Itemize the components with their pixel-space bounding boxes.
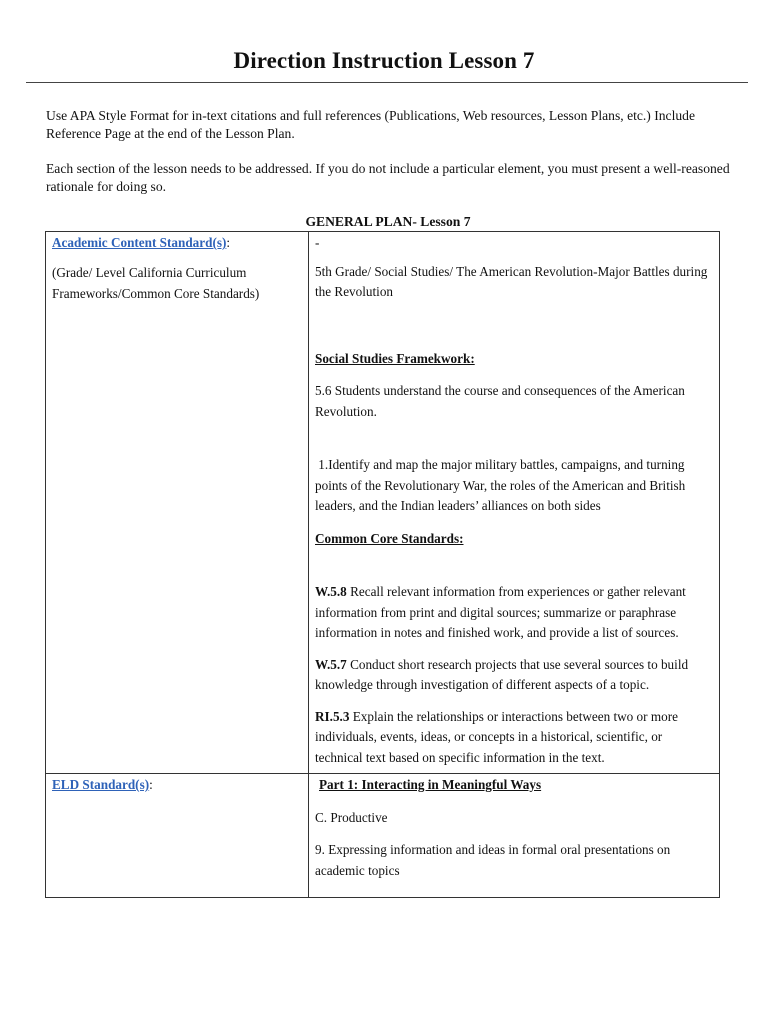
label-colon: : [149, 777, 153, 792]
academic-standards-label-cell [46, 232, 309, 774]
dash-placeholder: - [315, 235, 320, 250]
w-5-7-code: W.5.7 [315, 656, 347, 672]
label-colon: : [226, 235, 231, 250]
w-5-8-code: W.5.8 [315, 584, 347, 599]
grade-subject-line: 5th Grade/ Social Studies/ The American Revolution-Major Battles during the Revolution [315, 263, 708, 299]
part-1-heading: Part 1: Interacting in Meaningful Ways [319, 777, 542, 792]
productive-label: C. Productive [315, 809, 388, 825]
intro-paragraph-sections: Each section of the lesson needs to be addressed. If you do not include a particular element, you must present a well-reasoned rationale for doing so. [46, 161, 730, 194]
standard-w-5-7 [315, 655, 713, 696]
w-5-7-text: Conduct short research projects that use several sources to build knowledge through investigation of different aspects of a topic. [315, 656, 689, 692]
academic-standards-content-cell [309, 232, 720, 774]
title-divider [26, 82, 748, 83]
ri-5-3-code: RI.5.3 [315, 708, 350, 724]
curriculum-frameworks-note: (Grade/ Level California Curriculum Frameworks/Common Core Standards) [52, 264, 260, 301]
common-core-heading: Common Core Standards: [315, 530, 464, 546]
eld-standards-row [46, 774, 720, 898]
standard-5-6: 5.6 Students understand the course and consequences of the American Revolution. [315, 383, 685, 419]
eld-standards-label-cell [46, 774, 309, 898]
eld-standards-link[interactable]: ELD Standard(s) [52, 777, 150, 792]
eld-item-9: 9. Expressing information and ideas in formal oral presentations on academic topics [315, 842, 671, 878]
standard-w-5-8 [315, 582, 713, 644]
lesson-plan-table [45, 231, 720, 898]
academic-standards-row [46, 232, 720, 774]
intro-paragraph-apa: Use APA Style Format for in-text citations and full references (Publications, Web resources, Lesson Plans, etc.) Include Reference Page at the end of the Lesson Plan. [46, 108, 695, 141]
social-studies-framework-heading: Social Studies Framekwork: [315, 350, 475, 366]
general-plan-heading: GENERAL PLAN- Lesson 7 [305, 214, 471, 229]
academic-content-standards-link[interactable]: Academic Content Standard(s) [52, 235, 227, 250]
standard-5-6-item-1: 1.Identify and map the major military battles, campaigns, and turning points of the Revolutionary War, the roles of the American and British leaders, and the Indian leaders’ alliances on both sides [315, 457, 689, 513]
document-title: Direction Instruction Lesson 7 [233, 48, 535, 73]
eld-standards-content-cell [309, 774, 720, 898]
ri-5-3-text: Explain the relationships or interactions between two or more individuals, events, ideas, or concepts in a historical, scientific, or technical text based on specific information in the text. [315, 708, 678, 765]
w-5-8-text: Recall relevant information from experiences or gather relevant information from print and digital sources; summarize or paraphrase information in notes and finished work, and provide a list of sources. [315, 584, 686, 640]
standard-ri-5-3 [315, 707, 713, 769]
